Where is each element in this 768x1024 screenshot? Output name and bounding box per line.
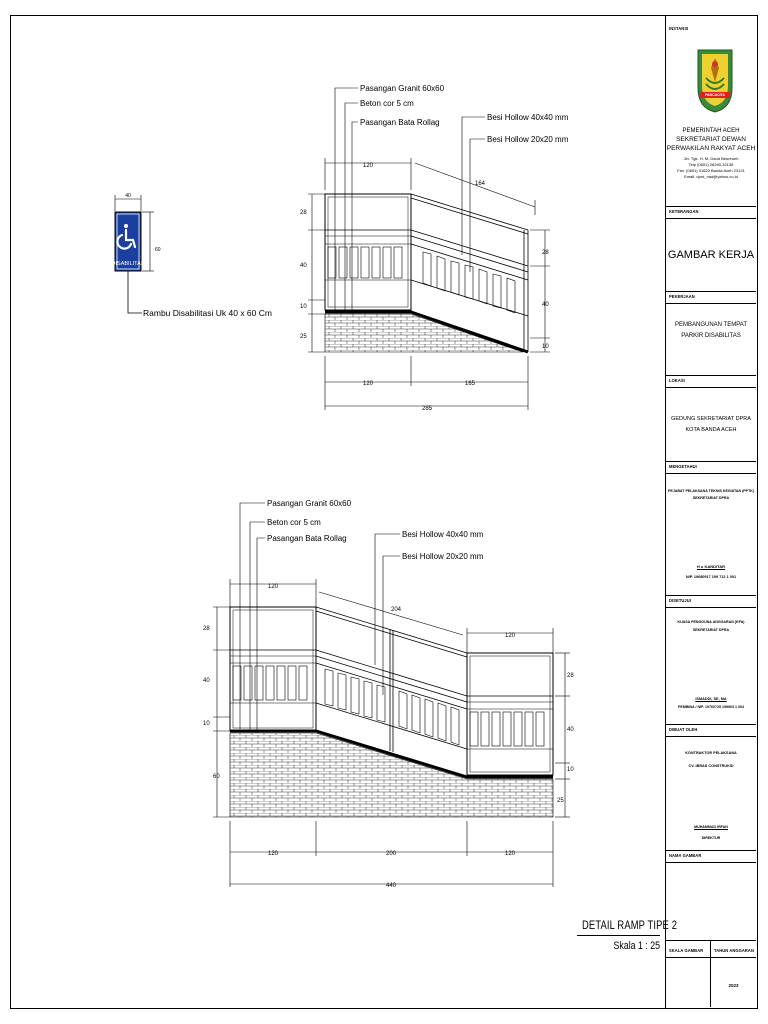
d2-dim-right-3: 10 — [567, 767, 574, 773]
drawing-title — [560, 918, 678, 952]
ramp-drawing-2 — [195, 495, 585, 895]
d2-dim-left-2: 40 — [203, 678, 210, 684]
instansi-label: INSTANSI — [669, 26, 689, 31]
dibuat-label: DIBUAT OLEH — [669, 727, 698, 732]
d2-dim-slope: 204 — [391, 607, 402, 613]
d2-dim-left-3: 10 — [203, 721, 210, 727]
d2-dim-bottom-3: 120 — [504, 851, 516, 857]
mengetahui-role-1: PEJABAT PELAKSANA TEKNIS KEGIATAN (PPTK) — [667, 489, 755, 493]
mengetahui-nip: NIP. 19680917 199 712 1 001 — [685, 575, 737, 579]
d2-right-balusters — [470, 712, 544, 746]
keterangan-value: GAMBAR KERJA — [667, 249, 755, 261]
d2-dim-top-left: 120 — [267, 584, 279, 590]
d2-dim-right-2: 40 — [567, 727, 574, 733]
disetujui-label: DISETUJUI — [669, 598, 691, 603]
d1-dim-left-4: 25 — [300, 334, 307, 340]
d2-dim-left-1: 28 — [203, 626, 210, 632]
d1-callout-granit: Pasangan Granit 60x60 — [360, 84, 445, 93]
lokasi-line-2: KOTA BANDA ACEH — [685, 427, 737, 433]
disetujui-role-1: KUASA PENGGUNA ANGGARAN (KPA) — [677, 620, 745, 624]
d1-dim-bottom-2: 165 — [464, 381, 476, 387]
sign-width-dim: 40 — [125, 193, 131, 199]
address-line-2: Telp (0651) 26290-32138 — [688, 162, 734, 167]
dibuat-role-1: KONTRAKTOR PELAKSANA — [685, 751, 737, 755]
government-logo — [696, 48, 734, 114]
d1-dim-left-1: 28 — [300, 210, 307, 216]
d2-callout-hollow40: Besi Hollow 40x40 mm — [402, 530, 484, 539]
address-line-1: Jln. Tgk. H. M. Daud Beureueh — [683, 156, 739, 161]
pekerjaan-line-1: PEMBANGUNAN TEMPAT — [674, 322, 747, 328]
d1-slope-balusters — [423, 252, 515, 313]
address-line-3: Fax. (0651) 31620 Banda Aceh 23121 — [677, 168, 745, 173]
skala-label: SKALA GAMBAR — [669, 948, 704, 953]
sign-height-dim: 60 — [155, 247, 161, 253]
tahun-value: 2023 — [728, 983, 739, 988]
d1-callout-hollow40: Besi Hollow 40x40 mm — [487, 113, 569, 122]
mengetahui-name: H u KANDITAR — [696, 564, 726, 569]
d1-dim-top: 120 — [362, 163, 374, 169]
ramp-drawing-1 — [290, 80, 569, 420]
org-line-2: SEKRETARIAT DEWAN — [676, 136, 746, 143]
d1-dim-left-2: 40 — [300, 263, 307, 269]
address-line-4: Email: dprd_nad@yahoo.co.id — [684, 174, 738, 179]
d1-callout-beton: Beton cor 5 cm — [360, 99, 414, 108]
d1-left-balusters — [328, 247, 402, 278]
lokasi-label: LOKASI — [669, 378, 685, 383]
mengetahui-label: MENGETAHUI — [669, 464, 697, 469]
d1-dim-left-3: 10 — [300, 304, 307, 310]
d2-dim-left-4: 60 — [213, 774, 220, 780]
d1-dim-slope: 164 — [475, 181, 486, 187]
d1-callout-hollow20: Besi Hollow 20x20 mm — [487, 135, 569, 144]
disetujui-name: ISMADDI, SE, MA — [695, 697, 727, 701]
d2-slope-balusters — [325, 669, 459, 745]
pekerjaan-line-2: PARKIR DISABILITAS — [681, 333, 741, 339]
logo-banner-text: PANCACITA — [704, 93, 726, 97]
drawing-title-text: DETAIL RAMP TIPE 2 — [582, 918, 678, 932]
org-line-1: PEMERINTAH ACEH — [682, 128, 740, 134]
d2-dim-right-1: 28 — [567, 673, 574, 679]
d1-callout-bata: Pasangan Bata Rollag — [360, 118, 440, 127]
d1-dim-right-2: 40 — [542, 302, 549, 308]
d1-dim-right-1: 28 — [542, 250, 549, 256]
disetujui-role-2: SEKRETARIAT DPRA — [692, 628, 730, 632]
d2-dim-total: 440 — [385, 883, 397, 889]
dibuat-name: MUHAMMAD IRFAN — [694, 825, 728, 829]
disetujui-nip: PEMBINA / NIP. 19760725 199903 1 004 — [678, 705, 744, 709]
lokasi-line-1: GEDUNG SEKRETARIAT DPRA — [671, 416, 751, 422]
mengetahui-role-2: SEKRETARIAT DPRA — [692, 496, 730, 500]
d2-dim-right-4: 25 — [557, 798, 564, 804]
tahun-label: TAHUN ANGGARAN — [714, 948, 754, 953]
org-line-3: PERWAKILAN RAKYAT ACEH — [666, 145, 756, 152]
pekerjaan-label: PEKERJAAN — [669, 294, 695, 299]
nama-gambar-label: NAMA GAMBAR — [669, 853, 702, 858]
d1-dim-right-3: 10 — [542, 344, 549, 350]
d2-callout-granit: Pasangan Granit 60x60 — [267, 499, 352, 508]
sign-text: DISABILITAS — [111, 261, 145, 267]
d1-dim-total: 285 — [421, 406, 433, 412]
d2-left-balusters — [233, 666, 307, 700]
d2-callout-hollow20: Besi Hollow 20x20 mm — [402, 552, 484, 561]
sign-caption: Rambu Disabilitasi Uk 40 x 60 Cm — [143, 308, 272, 318]
d2-callout-beton: Beton cor 5 cm — [267, 518, 321, 527]
title-block-divider — [710, 940, 711, 1007]
dibuat-title: DIREKTUR — [701, 836, 721, 840]
d2-dim-bottom-1: 120 — [267, 851, 279, 857]
keterangan-label: KETERANGAN — [669, 209, 699, 214]
d2-dim-top-right: 120 — [504, 633, 516, 639]
d2-dim-bottom-2: 200 — [385, 851, 397, 857]
d2-callout-bata: Pasangan Bata Rollag — [267, 534, 347, 543]
dibuat-role-2: CV. IBRAS CONSTRUKSI — [688, 764, 734, 768]
drawing-scale: Skala 1 : 25 — [613, 940, 660, 952]
d1-dim-bottom-1: 120 — [362, 381, 374, 387]
